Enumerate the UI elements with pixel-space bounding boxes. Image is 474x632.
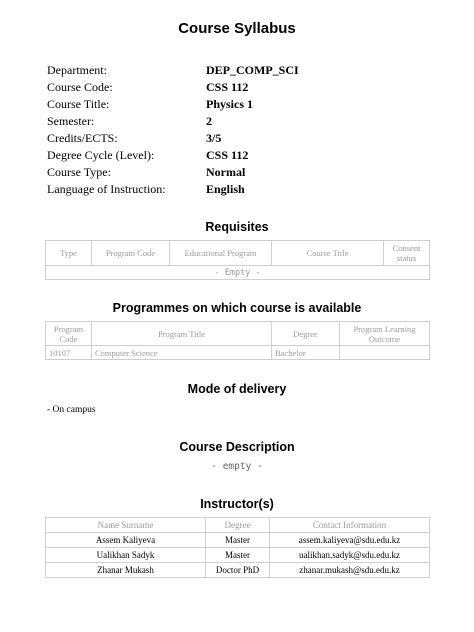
instructor-name-cell: Zhanar Mukash <box>46 563 206 578</box>
program-degree-cell: Bachelor <box>272 346 340 360</box>
info-label: Semester: <box>47 114 95 128</box>
program-title-cell: Computer Science <box>92 346 272 360</box>
column-header: Degree <box>206 518 270 533</box>
column-header: Program Title <box>92 322 272 346</box>
requisites-heading: Requisites <box>205 220 269 234</box>
table-row <box>46 563 430 578</box>
table-row <box>46 266 430 280</box>
table-header-row <box>46 241 430 266</box>
instructor-contact-cell: ualikhan.sadyk@sdu.edu.kz <box>270 548 430 563</box>
column-header: Program Code <box>92 241 170 266</box>
info-label: Course Type: <box>47 165 111 179</box>
instructor-contact-cell: zhanar.mukash@sdu.edu.kz <box>270 563 430 578</box>
info-label: Department: <box>47 63 107 77</box>
column-header: Degree <box>272 322 340 346</box>
column-header: Name Surname <box>46 518 206 533</box>
description-heading: Course Description <box>179 440 295 454</box>
table-row <box>46 346 430 360</box>
instructors-heading: Instructor(s) <box>200 497 274 511</box>
instructor-name-cell: Assem Kaliyeva <box>46 533 206 548</box>
info-label: Course Title: <box>47 97 110 111</box>
info-value: CSS 112 <box>206 80 249 94</box>
programmes-heading: Programmes on which course is available <box>112 301 362 315</box>
table-row <box>46 548 430 563</box>
programmes-table <box>45 321 430 360</box>
program-outcome-cell <box>340 346 430 360</box>
program-code-cell: 10107 <box>46 346 92 360</box>
instructors-table <box>45 517 430 578</box>
instructor-degree-cell: Master <box>206 533 270 548</box>
requisites-table <box>45 240 430 280</box>
info-label: Language of Instruction: <box>47 182 166 196</box>
info-value: DEP_COMP_SCI <box>206 63 299 77</box>
info-value: Normal <box>206 165 246 179</box>
column-header: Program Code <box>46 322 92 346</box>
info-value: CSS 112 <box>206 148 249 162</box>
table-header-row <box>46 518 430 533</box>
instructor-contact-cell: assem.kaliyeva@sdu.edu.kz <box>270 533 430 548</box>
info-value: 3/5 <box>206 131 222 145</box>
info-label: Course Code: <box>47 80 113 94</box>
column-header: Consent status <box>384 241 430 266</box>
column-header: Program Learning Outcome <box>340 322 430 346</box>
instructor-degree-cell: Doctor PhD <box>206 563 270 578</box>
instructor-name-cell: Ualikhan Sadyk <box>46 548 206 563</box>
delivery-item: - On campus <box>47 405 96 415</box>
info-value: 2 <box>206 114 212 128</box>
instructor-degree-cell: Master <box>206 548 270 563</box>
info-label: Degree Cycle (Level): <box>47 148 155 162</box>
page-title: Course Syllabus <box>178 20 296 37</box>
table-header-row <box>46 322 430 346</box>
info-value: English <box>206 182 245 196</box>
column-header: Educational Program <box>170 241 272 266</box>
info-value: Physics 1 <box>206 97 254 111</box>
info-label: Credits/ECTS: <box>47 131 118 145</box>
column-header: Type <box>46 241 92 266</box>
description-text: - empty - <box>211 461 263 472</box>
column-header: Course Title <box>272 241 384 266</box>
column-header: Contact Information <box>270 518 430 533</box>
table-row <box>46 533 430 548</box>
empty-cell: - Empty - <box>46 266 430 280</box>
delivery-heading: Mode of delivery <box>187 382 287 396</box>
